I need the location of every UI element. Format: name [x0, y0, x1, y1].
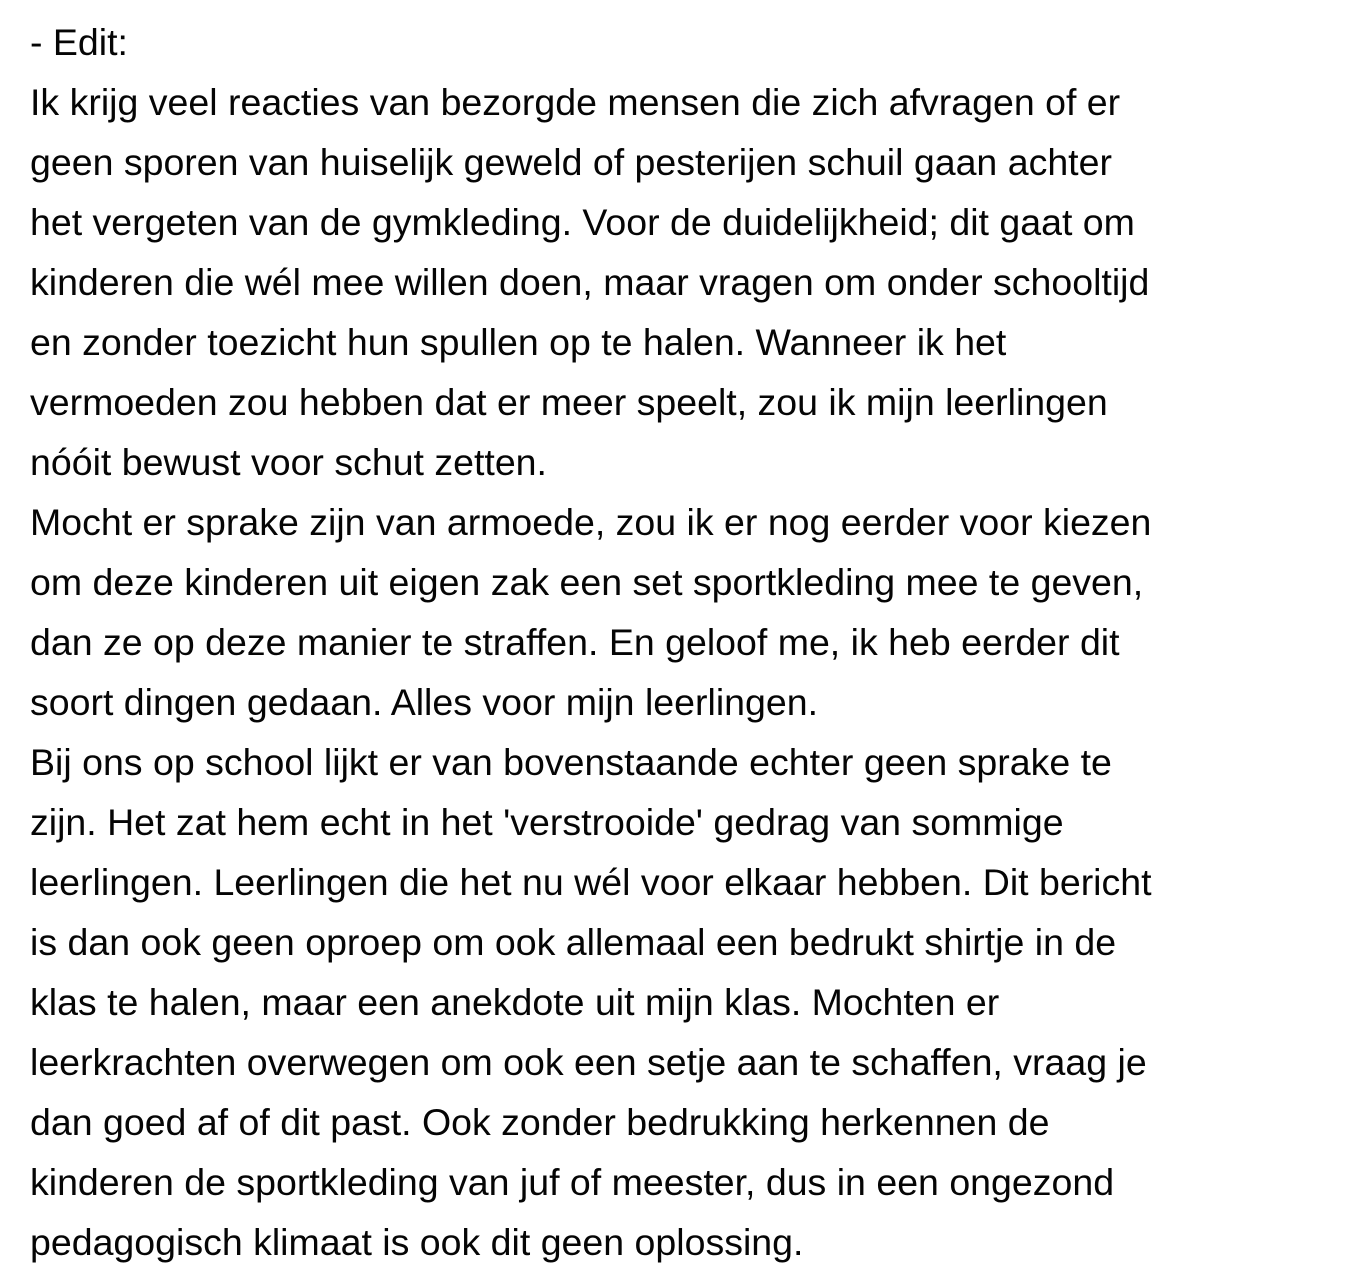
text-line: het vergeten van de gymkleding. Voor de duidelijkheid; dit gaat om — [30, 201, 1135, 243]
text-line: leerkrachten overwegen om ook een setje aan te schaffen, vraag je — [30, 1041, 1147, 1083]
text-line: dan ze op deze manier te straffen. En geloof me, ik heb eerder dit — [30, 621, 1120, 663]
text-line: om deze kinderen uit eigen zak een set sportkleding mee te geven, — [30, 561, 1144, 603]
text-line: is dan ook geen oproep om ook allemaal een bedrukt shirtje in de — [30, 921, 1117, 963]
text-line: nóóit bewust voor schut zetten. — [30, 441, 547, 483]
text-line: Ik krijg veel reacties van bezorgde mensen die zich afvragen of er — [30, 81, 1121, 123]
text-line: dan goed af of dit past. Ook zonder bedrukking herkennen de — [30, 1101, 1050, 1143]
text-line: geen sporen van huiselijk geweld of pesterijen schuil gaan achter — [30, 141, 1112, 183]
text-line: vermoeden zou hebben dat er meer speelt, zou ik mijn leerlingen — [30, 381, 1108, 423]
text-line: zijn. Het zat hem echt in het 'verstrooide' gedrag van sommige — [30, 801, 1064, 843]
text-line: klas te halen, maar een anekdote uit mijn klas. Mochten er — [30, 981, 1000, 1023]
text-line: soort dingen gedaan. Alles voor mijn leerlingen. — [30, 681, 818, 723]
text-line: kinderen die wél mee willen doen, maar vragen om onder schooltijd — [30, 261, 1150, 303]
text-line: Bij ons op school lijkt er van bovenstaande echter geen sprake te — [30, 741, 1112, 783]
text-line: pedagogisch klimaat is ook dit geen oplossing. — [30, 1221, 804, 1263]
post-text — [30, 12, 1350, 1272]
text-line: Mocht er sprake zijn van armoede, zou ik er nog eerder voor kiezen — [30, 501, 1152, 543]
edit-heading: - Edit: — [30, 21, 128, 63]
text-line: en zonder toezicht hun spullen op te halen. Wanneer ik het — [30, 321, 1007, 363]
text-line: leerlingen. Leerlingen die het nu wél voor elkaar hebben. Dit bericht — [30, 861, 1152, 903]
text-line: kinderen de sportkleding van juf of meester, dus in een ongezond — [30, 1161, 1115, 1203]
